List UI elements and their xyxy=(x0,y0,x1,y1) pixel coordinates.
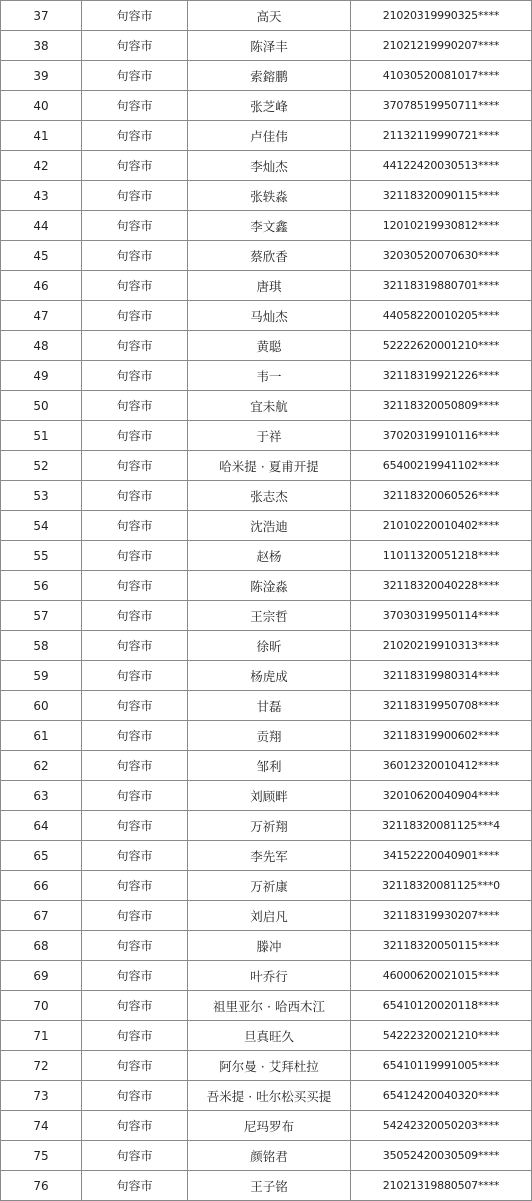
table-row xyxy=(1,301,532,331)
row-number-cell: 70 xyxy=(1,991,82,1021)
city-cell: 句容市 xyxy=(82,361,188,391)
name-cell: 王宗哲 xyxy=(188,601,351,631)
id-number-cell: 21010220010402**** xyxy=(351,511,532,541)
table-row xyxy=(1,481,532,511)
name-cell: 索鎔鹏 xyxy=(188,61,351,91)
city-cell: 句容市 xyxy=(82,391,188,421)
city-cell: 句容市 xyxy=(82,1051,188,1081)
city-cell: 句容市 xyxy=(82,331,188,361)
id-number-cell: 54242320050203**** xyxy=(351,1111,532,1141)
table-row xyxy=(1,721,532,751)
id-number-cell: 65410119991005**** xyxy=(351,1051,532,1081)
id-number-cell: 37078519950711**** xyxy=(351,91,532,121)
id-number-cell: 37020319910116**** xyxy=(351,421,532,451)
id-number-cell: 21020319990325**** xyxy=(351,1,532,31)
table-row xyxy=(1,61,532,91)
id-number-cell: 44058220010205**** xyxy=(351,301,532,331)
name-cell: 于祥 xyxy=(188,421,351,451)
city-cell: 句容市 xyxy=(82,151,188,181)
row-number-cell: 66 xyxy=(1,871,82,901)
name-cell: 叶乔行 xyxy=(188,961,351,991)
name-cell: 陈淦淼 xyxy=(188,571,351,601)
city-cell: 句容市 xyxy=(82,271,188,301)
city-cell: 句容市 xyxy=(82,751,188,781)
name-cell: 刘顾畔 xyxy=(188,781,351,811)
row-number-cell: 41 xyxy=(1,121,82,151)
name-cell: 张轶淼 xyxy=(188,181,351,211)
table-row xyxy=(1,31,532,61)
city-cell: 句容市 xyxy=(82,1141,188,1171)
id-number-cell: 65410120020118**** xyxy=(351,991,532,1021)
row-number-cell: 46 xyxy=(1,271,82,301)
city-cell: 句容市 xyxy=(82,301,188,331)
city-cell: 句容市 xyxy=(82,661,188,691)
city-cell: 句容市 xyxy=(82,721,188,751)
city-cell: 句容市 xyxy=(82,211,188,241)
row-number-cell: 60 xyxy=(1,691,82,721)
row-number-cell: 43 xyxy=(1,181,82,211)
row-number-cell: 47 xyxy=(1,301,82,331)
name-cell: 黄聪 xyxy=(188,331,351,361)
id-number-cell: 32118320050115**** xyxy=(351,931,532,961)
row-number-cell: 44 xyxy=(1,211,82,241)
name-cell: 阿尔曼 · 艾拜杜拉 xyxy=(188,1051,351,1081)
row-number-cell: 74 xyxy=(1,1111,82,1141)
name-cell: 蔡欣香 xyxy=(188,241,351,271)
id-number-cell: 21020219910313**** xyxy=(351,631,532,661)
row-number-cell: 57 xyxy=(1,601,82,631)
city-cell: 句容市 xyxy=(82,1081,188,1111)
id-number-cell: 21021319880507**** xyxy=(351,1171,532,1201)
city-cell: 句容市 xyxy=(82,811,188,841)
table-row xyxy=(1,781,532,811)
table-row xyxy=(1,631,532,661)
name-cell: 卢佳伟 xyxy=(188,121,351,151)
table-row xyxy=(1,271,532,301)
city-cell: 句容市 xyxy=(82,541,188,571)
id-number-cell: 32118320050809**** xyxy=(351,391,532,421)
table-row xyxy=(1,391,532,421)
row-number-cell: 50 xyxy=(1,391,82,421)
id-number-cell: 37030319950114**** xyxy=(351,601,532,631)
table-row xyxy=(1,841,532,871)
name-cell: 韦一 xyxy=(188,361,351,391)
city-cell: 句容市 xyxy=(82,121,188,151)
table-row xyxy=(1,691,532,721)
row-number-cell: 38 xyxy=(1,31,82,61)
name-cell: 旦真旺久 xyxy=(188,1021,351,1051)
table-row xyxy=(1,811,532,841)
row-number-cell: 55 xyxy=(1,541,82,571)
city-cell: 句容市 xyxy=(82,571,188,601)
city-cell: 句容市 xyxy=(82,991,188,1021)
row-number-cell: 53 xyxy=(1,481,82,511)
row-number-cell: 75 xyxy=(1,1141,82,1171)
name-cell: 徐昕 xyxy=(188,631,351,661)
name-cell: 王子铭 xyxy=(188,1171,351,1201)
id-number-cell: 44122420030513**** xyxy=(351,151,532,181)
table-row xyxy=(1,571,532,601)
table-row xyxy=(1,331,532,361)
row-number-cell: 54 xyxy=(1,511,82,541)
city-cell: 句容市 xyxy=(82,451,188,481)
table-row xyxy=(1,361,532,391)
name-cell: 万祈翔 xyxy=(188,811,351,841)
table-row xyxy=(1,151,532,181)
id-number-cell: 32118319900602**** xyxy=(351,721,532,751)
table-row xyxy=(1,1021,532,1051)
table-row xyxy=(1,991,532,1021)
id-number-cell: 32118319921226**** xyxy=(351,361,532,391)
id-number-cell: 32118320040228**** xyxy=(351,571,532,601)
id-number-cell: 32118320081125***0 xyxy=(351,871,532,901)
table-row xyxy=(1,1051,532,1081)
city-cell: 句容市 xyxy=(82,31,188,61)
row-number-cell: 72 xyxy=(1,1051,82,1081)
id-number-cell: 65400219941102**** xyxy=(351,451,532,481)
row-number-cell: 68 xyxy=(1,931,82,961)
row-number-cell: 65 xyxy=(1,841,82,871)
id-number-cell: 65412420040320**** xyxy=(351,1081,532,1111)
row-number-cell: 45 xyxy=(1,241,82,271)
roster-body xyxy=(1,1,532,1201)
id-number-cell: 52222620001210**** xyxy=(351,331,532,361)
row-number-cell: 42 xyxy=(1,151,82,181)
row-number-cell: 56 xyxy=(1,571,82,601)
row-number-cell: 69 xyxy=(1,961,82,991)
city-cell: 句容市 xyxy=(82,1,188,31)
city-cell: 句容市 xyxy=(82,481,188,511)
id-number-cell: 32118319950708**** xyxy=(351,691,532,721)
city-cell: 句容市 xyxy=(82,61,188,91)
row-number-cell: 76 xyxy=(1,1171,82,1201)
name-cell: 甘磊 xyxy=(188,691,351,721)
name-cell: 赵杨 xyxy=(188,541,351,571)
city-cell: 句容市 xyxy=(82,181,188,211)
name-cell: 尼玛罗布 xyxy=(188,1111,351,1141)
table-row xyxy=(1,601,532,631)
row-number-cell: 49 xyxy=(1,361,82,391)
table-row xyxy=(1,1111,532,1141)
id-number-cell: 41030520081017**** xyxy=(351,61,532,91)
city-cell: 句容市 xyxy=(82,841,188,871)
name-cell: 马灿杰 xyxy=(188,301,351,331)
name-cell: 张志杰 xyxy=(188,481,351,511)
row-number-cell: 59 xyxy=(1,661,82,691)
id-number-cell: 32118320081125***4 xyxy=(351,811,532,841)
name-cell: 张芝峰 xyxy=(188,91,351,121)
id-number-cell: 21132119990721**** xyxy=(351,121,532,151)
name-cell: 高天 xyxy=(188,1,351,31)
city-cell: 句容市 xyxy=(82,511,188,541)
name-cell: 贡翔 xyxy=(188,721,351,751)
table-row xyxy=(1,901,532,931)
name-cell: 宜未航 xyxy=(188,391,351,421)
name-cell: 陈泽丰 xyxy=(188,31,351,61)
id-number-cell: 54222320021210**** xyxy=(351,1021,532,1051)
name-cell: 邹利 xyxy=(188,751,351,781)
row-number-cell: 61 xyxy=(1,721,82,751)
id-number-cell: 32030520070630**** xyxy=(351,241,532,271)
id-number-cell: 35052420030509**** xyxy=(351,1141,532,1171)
city-cell: 句容市 xyxy=(82,901,188,931)
city-cell: 句容市 xyxy=(82,241,188,271)
table-row xyxy=(1,181,532,211)
id-number-cell: 11011320051218**** xyxy=(351,541,532,571)
table-row xyxy=(1,241,532,271)
table-row xyxy=(1,961,532,991)
name-cell: 沈浩迪 xyxy=(188,511,351,541)
name-cell: 李先军 xyxy=(188,841,351,871)
table-row xyxy=(1,1,532,31)
row-number-cell: 64 xyxy=(1,811,82,841)
name-cell: 吾米提 · 吐尔松买买提 xyxy=(188,1081,351,1111)
city-cell: 句容市 xyxy=(82,691,188,721)
id-number-cell: 32118319930207**** xyxy=(351,901,532,931)
name-cell: 哈米提 · 夏甫开提 xyxy=(188,451,351,481)
name-cell: 颜铭君 xyxy=(188,1141,351,1171)
id-number-cell: 12010219930812**** xyxy=(351,211,532,241)
row-number-cell: 48 xyxy=(1,331,82,361)
table-row xyxy=(1,751,532,781)
table-row xyxy=(1,661,532,691)
table-row xyxy=(1,121,532,151)
row-number-cell: 67 xyxy=(1,901,82,931)
id-number-cell: 21021219990207**** xyxy=(351,31,532,61)
row-number-cell: 62 xyxy=(1,751,82,781)
row-number-cell: 40 xyxy=(1,91,82,121)
id-number-cell: 34152220040901**** xyxy=(351,841,532,871)
city-cell: 句容市 xyxy=(82,1171,188,1201)
name-cell: 滕冲 xyxy=(188,931,351,961)
row-number-cell: 37 xyxy=(1,1,82,31)
row-number-cell: 39 xyxy=(1,61,82,91)
row-number-cell: 51 xyxy=(1,421,82,451)
table-row xyxy=(1,541,532,571)
row-number-cell: 58 xyxy=(1,631,82,661)
table-row xyxy=(1,871,532,901)
id-number-cell: 32118319980314**** xyxy=(351,661,532,691)
city-cell: 句容市 xyxy=(82,601,188,631)
city-cell: 句容市 xyxy=(82,91,188,121)
city-cell: 句容市 xyxy=(82,631,188,661)
table-row xyxy=(1,931,532,961)
table-row xyxy=(1,511,532,541)
table-row xyxy=(1,1081,532,1111)
id-number-cell: 32118320060526**** xyxy=(351,481,532,511)
row-number-cell: 52 xyxy=(1,451,82,481)
table-row xyxy=(1,1141,532,1171)
city-cell: 句容市 xyxy=(82,781,188,811)
name-cell: 唐琪 xyxy=(188,271,351,301)
row-number-cell: 73 xyxy=(1,1081,82,1111)
name-cell: 李灿杰 xyxy=(188,151,351,181)
id-number-cell: 36012320010412**** xyxy=(351,751,532,781)
city-cell: 句容市 xyxy=(82,1111,188,1141)
row-number-cell: 63 xyxy=(1,781,82,811)
id-number-cell: 32118320090115**** xyxy=(351,181,532,211)
city-cell: 句容市 xyxy=(82,961,188,991)
id-number-cell: 32010620040904**** xyxy=(351,781,532,811)
id-number-cell: 32118319880701**** xyxy=(351,271,532,301)
table-row xyxy=(1,211,532,241)
name-cell: 万祈康 xyxy=(188,871,351,901)
table-row xyxy=(1,451,532,481)
city-cell: 句容市 xyxy=(82,871,188,901)
city-cell: 句容市 xyxy=(82,421,188,451)
name-cell: 刘启凡 xyxy=(188,901,351,931)
city-cell: 句容市 xyxy=(82,1021,188,1051)
name-cell: 祖里亚尔 · 哈西木江 xyxy=(188,991,351,1021)
name-cell: 李文鑫 xyxy=(188,211,351,241)
name-cell: 杨虎成 xyxy=(188,661,351,691)
city-cell: 句容市 xyxy=(82,931,188,961)
table-row xyxy=(1,421,532,451)
id-number-cell: 46000620021015**** xyxy=(351,961,532,991)
row-number-cell: 71 xyxy=(1,1021,82,1051)
table-row xyxy=(1,91,532,121)
table-row xyxy=(1,1171,532,1201)
